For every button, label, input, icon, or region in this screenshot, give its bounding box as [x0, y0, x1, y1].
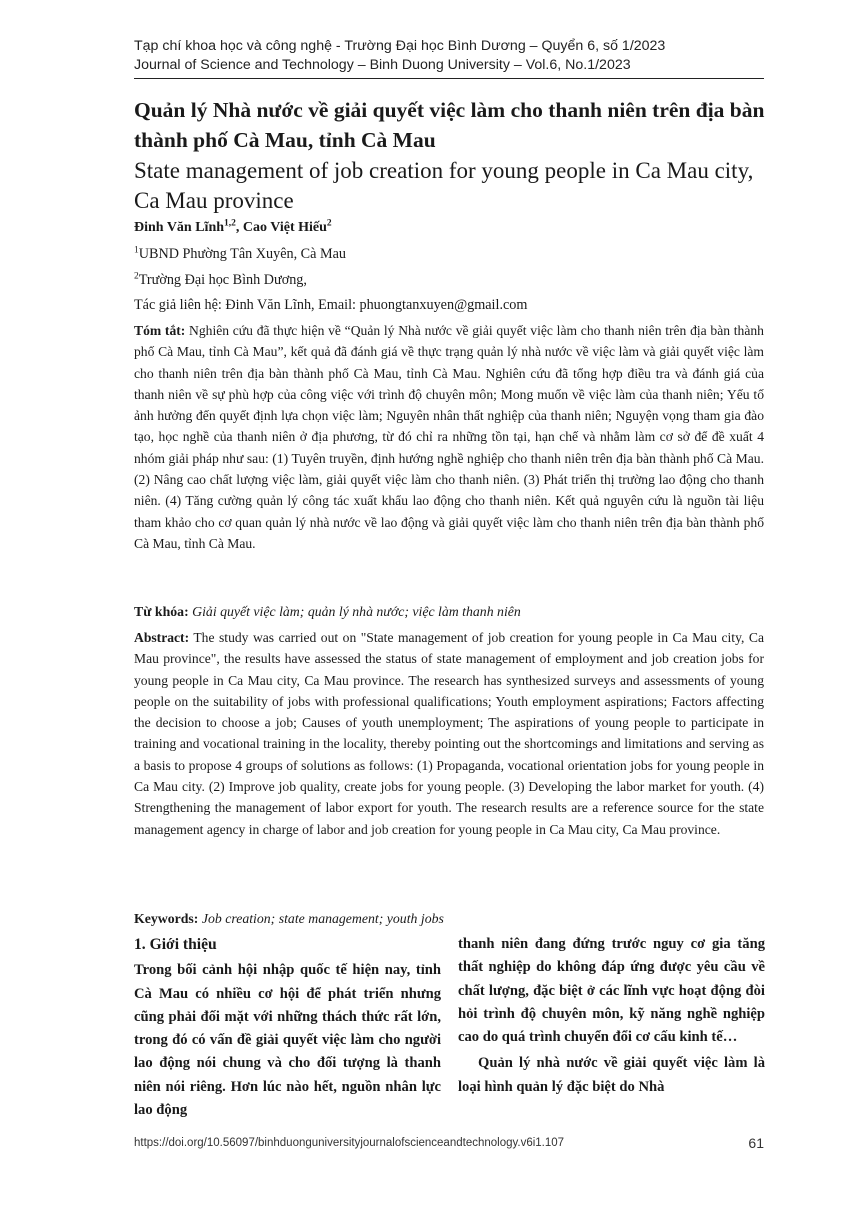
- abstract-english: [134, 627, 764, 840]
- abstract-vietnamese: [134, 320, 764, 554]
- body-paragraph-continued: thanh niên đang đứng trước nguy cơ gia tăng thất nghiệp do không đáp ứng được yêu cầu về chất lượng, đặc biệt ở các lĩnh vực hoạt động đòi hỏi trình độ chuyên môn, kỹ năng nghề nghiệp cao do quá trình chuyển đổi cơ cấu kinh tế…: [458, 936, 765, 1046]
- affiliation-2: [134, 270, 307, 290]
- journal-header-line-vi: Tạp chí khoa học và công nghệ - Trường Đại học Bình Dương – Quyển 6, số 1/2023: [134, 38, 666, 54]
- page-footer: [134, 1137, 764, 1149]
- keywords-vi-label: Từ khóa:: [134, 604, 189, 619]
- page-number: 61: [748, 1135, 764, 1151]
- body-paragraph: Quản lý nhà nước về giải quyết việc làm là loại hình quản lý đặc biệt do Nhà: [458, 1055, 765, 1095]
- doi-link[interactable]: https://doi.org/10.56097/binhduonguniversityjournalofscienceandtechnology.v6i1.107: [134, 1137, 565, 1149]
- journal-header-line-en: Journal of Science and Technology – Binh Duong University – Vol.6, No.1/2023: [134, 57, 631, 73]
- title-vietnamese: Quản lý Nhà nước về giải quyết việc làm cho thanh niên trên địa bàn thành phố Cà Mau, tỉnh Cà Mau: [134, 98, 765, 152]
- affiliation-1-text: UBND Phường Tân Xuyên, Cà Mau: [138, 246, 346, 262]
- author-2: Cao Việt Hiếu: [242, 220, 327, 235]
- body-column-left: [134, 933, 441, 1122]
- abstract-en-label: Abstract:: [134, 630, 190, 645]
- author-separator: ,: [235, 220, 243, 235]
- body-paragraph: Trong bối cảnh hội nhập quốc tế hiện nay, tỉnh Cà Mau có nhiều cơ hội để phát triển nhưng cũng phải đối mặt với những thách thức rất lớn, trong đó có vấn đề giải quyết việc làm cho người lao động nói chung và cho đối tượng là thanh niên nói riêng. Hơn lúc nào hết, nguồn nhân lực lao động: [134, 962, 441, 1119]
- body-column-right: [458, 933, 765, 1099]
- keywords-en-label: Keywords:: [134, 911, 199, 926]
- keywords-english: [134, 909, 764, 929]
- affiliation-2-text: Trường Đại học Bình Dương,: [138, 272, 307, 288]
- author-list: [134, 218, 332, 238]
- title-english: State management of job creation for young people in Ca Mau city, Ca Mau province: [134, 158, 754, 213]
- author-2-affiliation-mark: 2: [326, 218, 332, 229]
- author-1-affiliation-mark: 1,2: [224, 218, 236, 229]
- corresponding-author: Tác giả liên hệ: Đinh Văn Lĩnh, Email: phuongtanxuyen@gmail.com: [134, 297, 528, 313]
- affiliation-1-mark: 1: [134, 245, 139, 256]
- affiliation-2-mark: 2: [134, 271, 139, 282]
- keywords-vi-text: Giải quyết việc làm; quản lý nhà nước; việc làm thanh niên: [188, 604, 521, 619]
- abstract-vi-text: Nghiên cứu đã thực hiện về “Quản lý Nhà nước về giải quyết việc làm cho thanh niên trên địa bàn thành phố Cà Mau, tỉnh Cà Mau”, kết quả đã đánh giá về thực trạng quản lý nhà nước về việc làm và giải quyết việc làm cho thanh niên trên địa bàn thành phố Cà Mau, tỉnh Cà Mau. Nghiên cứu đã tổng hợp điều tra và đánh giá của thanh niên về sự phù hợp của công việc với trình độ chuyên môn; Mong muốn về việc làm của thanh niên; Yếu tố ảnh hưởng đến quyết định lựa chọn việc làm; Nguyên nhân thất nghiệp của thanh niên; Nguyện vọng tham gia đào tạo, học nghề của thanh niên ở địa phương, từ đó chỉ ra những tồn tại, hạn chế và nhằm làm cơ sở để đề xuất 4 nhóm giải pháp như sau: (1) Tuyên truyền, định hướng nghề nghiệp cho thanh niên trên địa bàn thành phố Cà Mau. (2) Nâng cao chất lượng việc làm, giải quyết việc làm cho thanh niên. (3) Phát triển thị trường lao động cho thanh niên. (4) Tăng cường quản lý công tác xuất khẩu lao động cho thanh niên. Kết quả nguyên cứu là nguồn tài liệu tham khảo cho cơ quan quản lý nhà nước về lao động và giải quyết việc làm cho thanh niên trên địa bàn thành phố Cà Mau, tỉnh Cà Mau.: [134, 323, 764, 551]
- keywords-en-text: Job creation; state management; youth jobs: [198, 911, 444, 926]
- header-rule: [134, 78, 764, 79]
- abstract-vi-label: Tóm tắt:: [134, 323, 186, 338]
- abstract-en-text: The study was carried out on "State management of job creation for young people in Ca Mau city, Ca Mau province", the results have assessed the status of state management of employment and job creation jobs for young people in Ca Mau city, Ca Mau province. The research has synthesized surveys and assessments of young people on the suitability of jobs with professional qualifications; Youth employment aspirations; Factors affecting the decision to choose a job; Causes of youth unemployment; The aspirations of young people to participate in training and vocational training in the locality, thereby pointing out the shortcomings and limitations and serving as a basis to propose 4 groups of solutions as follows: (1) Propaganda, vocational orientation jobs for young people in Ca Mau city. (2) Improve job quality, create jobs for young people. (3) Developing the labor market for youth. (4) Strengthening the management of labor export for youth. The research results are a reference source for the state management agency in charge of labor and job creation for young people in Ca Mau city, Ca Mau province.: [134, 630, 764, 837]
- journal-header: [134, 37, 764, 75]
- affiliation-1: [134, 244, 346, 264]
- keywords-vietnamese: [134, 602, 764, 622]
- section-heading: 1. Giới thiệu: [134, 936, 217, 953]
- author-1: Đinh Văn Lĩnh: [134, 220, 225, 235]
